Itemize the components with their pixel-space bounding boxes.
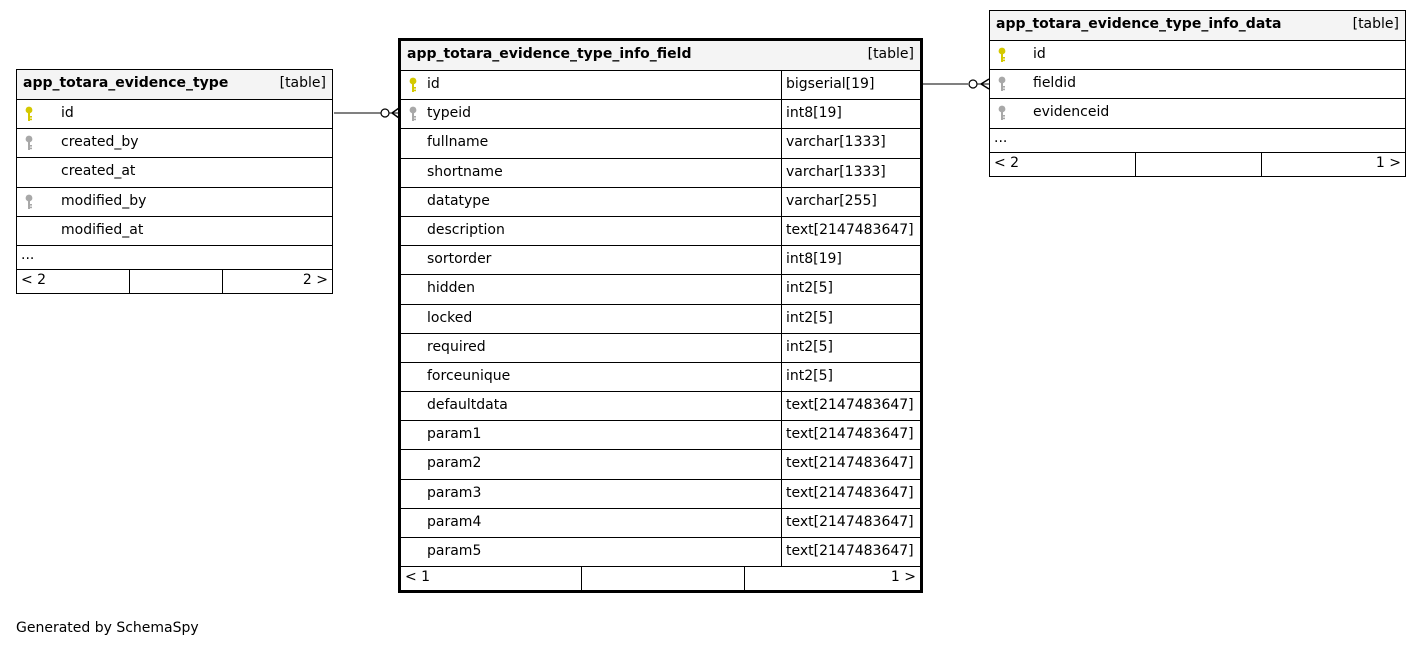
column-type: varchar[255] <box>786 192 877 209</box>
relation-crowfoot-upper <box>981 79 989 84</box>
column-type: int8[19] <box>786 105 842 122</box>
column-type-cell <box>781 480 920 508</box>
column-type-cell <box>781 305 920 333</box>
column-row[interactable] <box>401 480 920 509</box>
column-name: datatype <box>427 192 490 209</box>
column-type-cell <box>781 392 920 420</box>
relation-crowfoot-lower <box>981 84 989 89</box>
column-name: sortorder <box>427 251 492 268</box>
table-title: app_totara_evidence_type <box>23 75 229 91</box>
column-type: int2[5] <box>786 338 833 355</box>
column-row[interactable] <box>401 188 920 217</box>
children-count[interactable]: 1 > <box>1375 154 1401 171</box>
column-row[interactable] <box>401 509 920 538</box>
table-header <box>401 41 920 71</box>
table-kind: [table] <box>867 46 914 62</box>
column-row[interactable] <box>401 334 920 363</box>
foreign-key-icon <box>997 76 1009 94</box>
column-row[interactable] <box>401 217 920 246</box>
column-name: modified_at <box>61 221 144 238</box>
column-type: varchar[1333] <box>786 163 886 180</box>
column-name: defaultdata <box>427 397 508 414</box>
column-row[interactable] <box>990 70 1405 99</box>
foreign-key-icon <box>24 194 36 212</box>
column-type-cell <box>781 129 920 157</box>
more-columns: ... <box>17 246 332 270</box>
column-type-cell <box>781 363 920 391</box>
table-footer <box>401 567 920 590</box>
column-type: int2[5] <box>786 309 833 326</box>
column-row[interactable] <box>401 450 920 479</box>
column-row[interactable] <box>401 159 920 188</box>
column-name: typeid <box>427 105 472 122</box>
column-type: int8[19] <box>786 251 842 268</box>
column-type: text[2147483647] <box>786 221 914 238</box>
column-name: fullname <box>427 134 489 151</box>
column-row[interactable] <box>990 41 1405 70</box>
table-evidence-type[interactable] <box>16 69 333 294</box>
column-type-cell <box>781 217 920 245</box>
column-row[interactable] <box>401 421 920 450</box>
column-type: text[2147483647] <box>786 397 914 414</box>
column-row[interactable] <box>401 392 920 421</box>
primary-key-icon <box>24 106 36 124</box>
parents-count[interactable]: < 2 <box>21 271 47 288</box>
table-header <box>17 70 332 100</box>
table-info-data[interactable] <box>989 10 1406 177</box>
column-type-cell <box>781 334 920 362</box>
column-type-cell <box>781 421 920 449</box>
column-name: id <box>61 105 74 121</box>
primary-key-icon <box>408 77 420 95</box>
column-name: param3 <box>427 484 482 501</box>
more-columns: ... <box>990 129 1405 153</box>
column-name: description <box>427 221 505 238</box>
table-footer <box>990 153 1405 176</box>
column-name: created_at <box>61 163 136 180</box>
column-name: shortname <box>427 163 503 180</box>
column-name: created_by <box>61 134 139 151</box>
children-count[interactable]: 1 > <box>890 569 916 586</box>
table-kind: [table] <box>1352 16 1399 32</box>
children-count[interactable]: 2 > <box>302 271 328 288</box>
column-name: id <box>427 76 440 92</box>
column-type-cell <box>781 275 920 303</box>
column-row[interactable] <box>401 538 920 567</box>
column-type-cell <box>781 159 920 187</box>
column-name: hidden <box>427 280 476 297</box>
column-type-cell <box>781 246 920 274</box>
column-type-cell <box>781 450 920 478</box>
column-row[interactable] <box>401 129 920 158</box>
foreign-key-icon <box>24 135 36 153</box>
column-type: text[2147483647] <box>786 455 914 472</box>
table-kind: [table] <box>279 75 326 91</box>
table-title: app_totara_evidence_type_info_data <box>996 16 1282 32</box>
column-row[interactable] <box>17 158 332 187</box>
column-type: text[2147483647] <box>786 484 914 501</box>
column-row[interactable] <box>17 100 332 129</box>
column-type: bigserial[19] <box>786 76 875 92</box>
column-name: param4 <box>427 513 482 530</box>
table-info-field[interactable] <box>398 38 923 593</box>
column-name: id <box>1033 46 1046 62</box>
parents-count[interactable]: < 2 <box>994 154 1020 171</box>
column-type: int2[5] <box>786 367 833 384</box>
column-row[interactable] <box>401 363 920 392</box>
foreign-key-icon <box>997 105 1009 123</box>
column-row[interactable] <box>17 217 332 246</box>
relation-optional-marker <box>381 109 389 117</box>
column-type: int2[5] <box>786 280 833 297</box>
column-type-cell <box>781 538 920 566</box>
column-name: param1 <box>427 426 482 443</box>
column-row[interactable] <box>401 100 920 129</box>
column-row[interactable] <box>401 246 920 275</box>
column-name: evidenceid <box>1033 104 1110 121</box>
primary-key-icon <box>997 47 1009 65</box>
column-row[interactable] <box>401 275 920 304</box>
column-row[interactable] <box>17 129 332 158</box>
column-type: text[2147483647] <box>786 426 914 443</box>
generated-by-label: Generated by SchemaSpy <box>16 620 199 636</box>
column-row[interactable] <box>17 188 332 217</box>
column-name: forceunique <box>427 367 511 384</box>
table-title: app_totara_evidence_type_info_field <box>407 46 692 62</box>
column-name: modified_by <box>61 192 147 209</box>
column-name: fieldid <box>1033 75 1076 92</box>
column-name: locked <box>427 309 473 326</box>
relation-optional-marker <box>969 80 977 88</box>
parents-count[interactable]: < 1 <box>405 569 431 586</box>
column-type: text[2147483647] <box>786 513 914 530</box>
column-row[interactable] <box>401 71 920 100</box>
column-name: param2 <box>427 455 482 472</box>
column-type-cell <box>781 100 920 128</box>
table-header <box>990 11 1405 41</box>
foreign-key-icon <box>408 106 420 124</box>
table-footer <box>17 270 332 293</box>
column-type-cell <box>781 71 920 99</box>
column-row[interactable] <box>401 305 920 334</box>
column-name: required <box>427 338 486 355</box>
column-type: text[2147483647] <box>786 543 914 559</box>
column-row[interactable] <box>990 99 1405 128</box>
column-type-cell <box>781 188 920 216</box>
column-type: varchar[1333] <box>786 134 886 151</box>
column-name: param5 <box>427 543 482 559</box>
column-type-cell <box>781 509 920 537</box>
